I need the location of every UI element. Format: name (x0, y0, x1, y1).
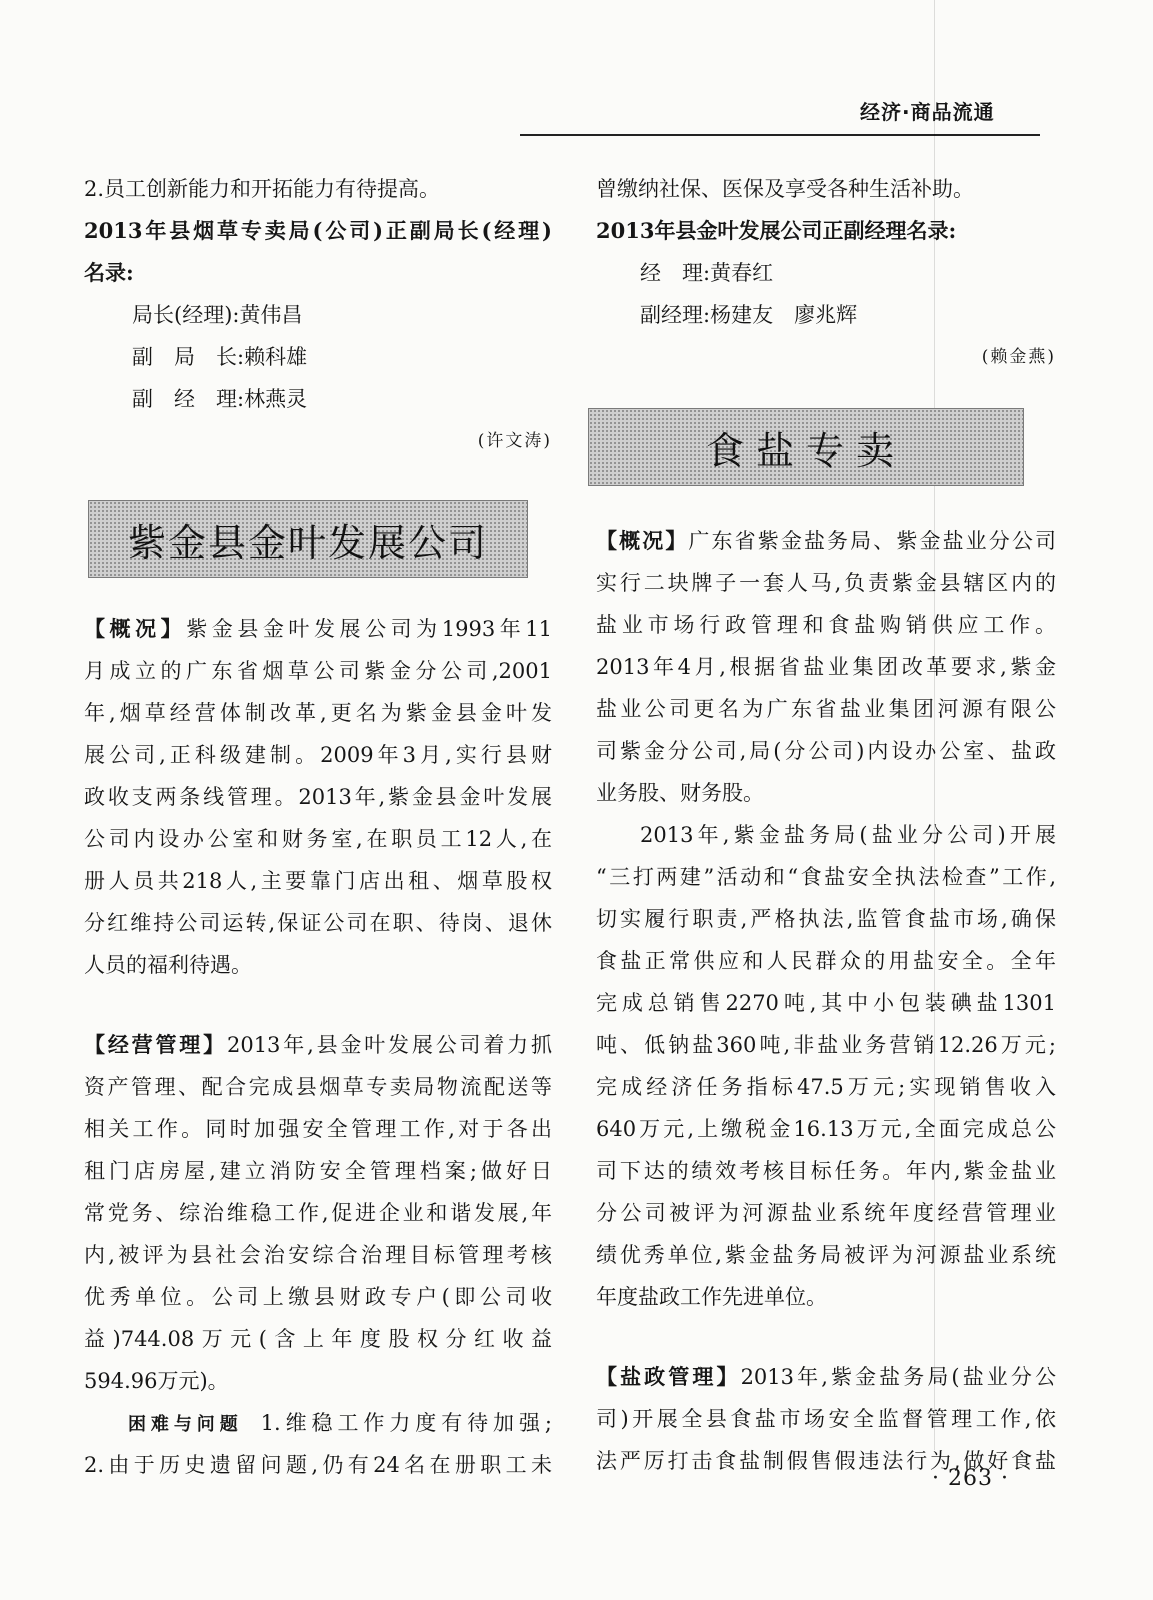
text-line: 食盐正常供应和人民群众的用盐安全。全年 (596, 949, 1056, 973)
text-line: 切实履行职责,严格执法,监管食盐市场,确保 (596, 907, 1056, 931)
text-line: 年度盐政工作先进单位。 (596, 1285, 827, 1309)
overview-first-line: 【概况】广东省紫金盐务局、紫金盐业分公司 (596, 529, 1056, 553)
text-line: 展公司,正科级建制。2009年3月,实行县财 (84, 743, 552, 767)
problems-first-line: 困难与问题 1.维稳工作力度有待加强; (128, 1411, 552, 1435)
page-number: · 263 · (932, 1466, 1009, 1491)
text-line: 实行二块牌子一套人马,负责紫金县辖区内的 (596, 571, 1056, 595)
problem-item-2-end: 2.员工创新能力和开拓能力有待提高。 (84, 177, 441, 201)
text-line: 公司内设办公室和财务室,在职员工12人,在 (84, 827, 552, 851)
text-line: 594.96万元)。 (84, 1369, 229, 1393)
text-line: 盐业市场行政管理和食盐购销供应工作。 (596, 613, 1056, 637)
text-line: 司紫金分公司,局(分公司)内设办公室、盐政 (596, 739, 1056, 763)
text-line: 曾缴纳社保、医保及享受各种生活补助。 (596, 177, 974, 201)
text-line: 分红维持公司运转,保证公司在职、待岗、退休 (84, 911, 552, 935)
roster-item: 副 局 长:赖科雄 (132, 345, 308, 369)
tobacco-roster-title-cont: 名录: (84, 260, 134, 285)
text-line: 相关工作。同时加强安全管理工作,对于各出 (84, 1117, 552, 1141)
running-head: 经济·商品流通 (860, 100, 995, 124)
text-line: 2013年,紫金盐务局(盐业分公司)开展 (640, 823, 1056, 847)
header-rule (520, 134, 1040, 136)
text-line: 2.由于历史遗留问题,仍有24名在册职工未 (84, 1453, 552, 1477)
text-line: 2013年4月,根据省盐业集团改革要求,紫金 (596, 655, 1056, 679)
text-line: 盐业公司更名为广东省盐业集团河源有限公 (596, 697, 1056, 721)
author-credit: (赖金燕) (981, 347, 1056, 367)
text-line: 绩优秀单位,紫金盐务局被评为河源盐业系统 (596, 1243, 1056, 1267)
overview-label: 【概况】 (596, 529, 689, 553)
text-line: 资产管理、配合完成县烟草专卖局物流配送等 (84, 1075, 552, 1099)
mgmt-label: 【经营管理】 (84, 1033, 227, 1057)
text-line: 月成立的广东省烟草公司紫金分公司,2001 (84, 659, 552, 683)
roster-item: 经 理:黄春红 (640, 261, 774, 285)
text-line: 法严厉打击食盐制假售假违法行为,做好食盐 (596, 1449, 1056, 1473)
author-credit: (许文涛) (477, 431, 552, 451)
left-column (84, 168, 552, 1486)
right-column (596, 168, 1056, 1482)
roster-item: 局长(经理):黄伟昌 (132, 303, 303, 327)
section-title: 食盐专卖 (705, 428, 906, 473)
text-line: 640万元,上缴税金16.13万元,全面完成总公 (596, 1117, 1056, 1141)
text-line: 政收支两条线管理。2013年,紫金县金叶发展 (84, 785, 552, 809)
text-line: 年,烟草经营体制改革,更名为紫金县金叶发 (84, 701, 552, 725)
problems-label: 困难与问题 (128, 1414, 243, 1435)
text-line: 内,被评为县社会治安综合治理目标管理考核 (84, 1243, 552, 1267)
salt-admin-label: 【盐政管理】 (596, 1365, 741, 1389)
text-line: 租门店房屋,建立消防安全管理档案;做好日 (84, 1159, 552, 1183)
text-line: 常党务、综治维稳工作,促进企业和谐发展,年 (84, 1201, 552, 1225)
text-line: 吨、低钠盐360吨,非盐业务营销12.26万元; (596, 1033, 1056, 1057)
text-line: 司下达的绩效考核目标任务。年内,紫金盐业 (596, 1159, 1056, 1183)
overview-label: 【概况】 (84, 617, 187, 641)
salt-admin-first-line: 【盐政管理】2013年,紫金盐务局(盐业分公 (596, 1365, 1056, 1389)
jinye-roster-title: 2013年县金叶发展公司正副经理名录: (596, 218, 957, 243)
text-line: 司)开展全县食盐市场安全监督管理工作,依 (596, 1407, 1056, 1431)
overview-first-line: 【概况】紫金县金叶发展公司为1993年11 (84, 617, 552, 641)
section-title-box (588, 408, 1024, 486)
text-line: 册人员共218人,主要靠门店出租、烟草股权 (84, 869, 552, 893)
text-line: “三打两建”活动和“食盐安全执法检查”工作, (596, 865, 1056, 889)
section-title-box (88, 500, 528, 578)
text-line: 业务股、财务股。 (596, 781, 764, 805)
text-line: 人员的福利待遇。 (84, 953, 252, 977)
mgmt-first-line: 【经营管理】2013年,县金叶发展公司着力抓 (84, 1033, 552, 1057)
text-line: 益)744.08万元(含上年度股权分红收益 (84, 1327, 552, 1351)
text-line: 完成经济任务指标47.5万元;实现销售收入 (596, 1075, 1056, 1099)
roster-item: 副 经 理:林燕灵 (132, 387, 308, 411)
text-line: 完成总销售2270吨,其中小包装碘盐1301 (596, 991, 1056, 1015)
text-line: 优秀单位。公司上缴县财政专户(即公司收 (84, 1285, 552, 1309)
tobacco-roster-title: 2013年县烟草专卖局(公司)正副局长(经理) (84, 218, 552, 243)
roster-item: 副经理:杨建友 廖兆辉 (640, 303, 858, 327)
text-line: 分公司被评为河源盐业系统年度经营管理业 (596, 1201, 1056, 1225)
section-title: 紫金县金叶发展公司 (127, 520, 488, 565)
